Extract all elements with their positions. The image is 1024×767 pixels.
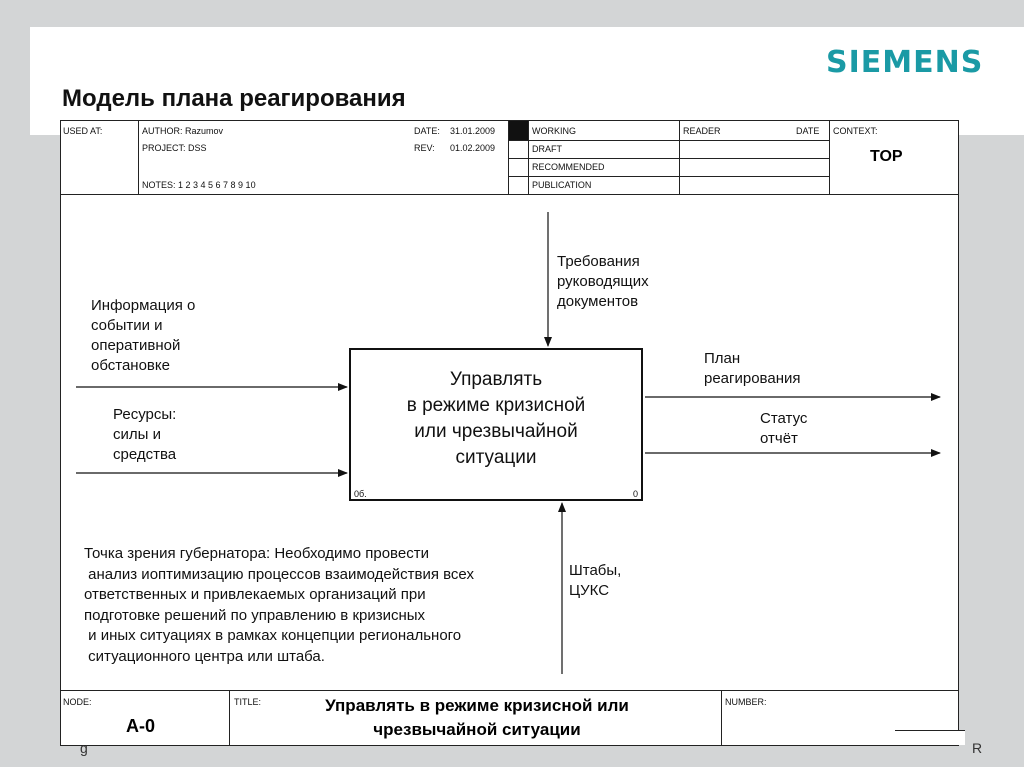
viewpoint-note: Точка зрения губернатора: Необходимо провести анализ иоптимизацию процессов взаимодействия всех ответственных и привлекаемых организаций при подготовке решений по управлению в кризисных и иных ситуациях в рамках концепции регионального ситуационного центра или штаба. [84, 545, 474, 665]
slide-title: Модель плана реагирования [62, 85, 406, 112]
rev-label: REV: [414, 143, 435, 153]
node-label: NODE: [63, 697, 92, 707]
box-node-code: 0б. [354, 489, 367, 499]
node-value: А-0 [126, 716, 156, 736]
date-label: DATE: [414, 126, 440, 136]
context-value: TOP [870, 148, 903, 165]
used-at-label: USED AT: [63, 126, 103, 136]
mechanism-label: Штабы, ЦУКС [569, 562, 622, 599]
notes-field: NOTES: 1 2 3 4 5 6 7 8 9 10 [142, 180, 256, 190]
input-label-resources: Ресурсы: силы и средства [113, 406, 177, 463]
status-publication: PUBLICATION [532, 180, 592, 190]
rev-value: 01.02.2009 [450, 143, 496, 153]
status-recommended: RECOMMENDED [532, 162, 605, 172]
status-working: WORKING [532, 126, 576, 136]
title-label: TITLE: [234, 697, 262, 707]
footer-divider [229, 690, 230, 746]
siemens-logo: SIEMENS [826, 45, 984, 80]
output-label-status: Статус отчёт [760, 410, 808, 447]
reader-label: READER [683, 126, 721, 136]
activity-box [349, 348, 643, 501]
footer-top-border [60, 690, 959, 691]
control-label: Требования руководящих документов [557, 253, 649, 310]
activity-box-label: Управлять в режиме кризисной или чрезвычайной ситуации [406, 369, 586, 468]
slide-footer-right: R [972, 740, 983, 756]
context-label: CONTEXT: [833, 126, 878, 136]
status-draft: DRAFT [532, 144, 562, 154]
slide-footer-box [895, 730, 965, 745]
date-value: 31.01.2009 [450, 126, 496, 136]
author-field: AUTHOR: Razumov [142, 126, 224, 136]
project-field: PROJECT: DSS [142, 143, 207, 153]
number-label: NUMBER: [725, 697, 767, 707]
output-label-plan: План реагирования [704, 350, 801, 387]
diagram-title: Управлять в режиме кризисной или чрезвычайной ситуации [325, 696, 629, 739]
slide-footer-left: ɡ [80, 740, 88, 756]
box-number: 0 [632, 489, 638, 499]
reader-date-label: DATE [796, 126, 820, 136]
input-label-information: Информация о событии и оперативной обстановке [91, 297, 196, 374]
